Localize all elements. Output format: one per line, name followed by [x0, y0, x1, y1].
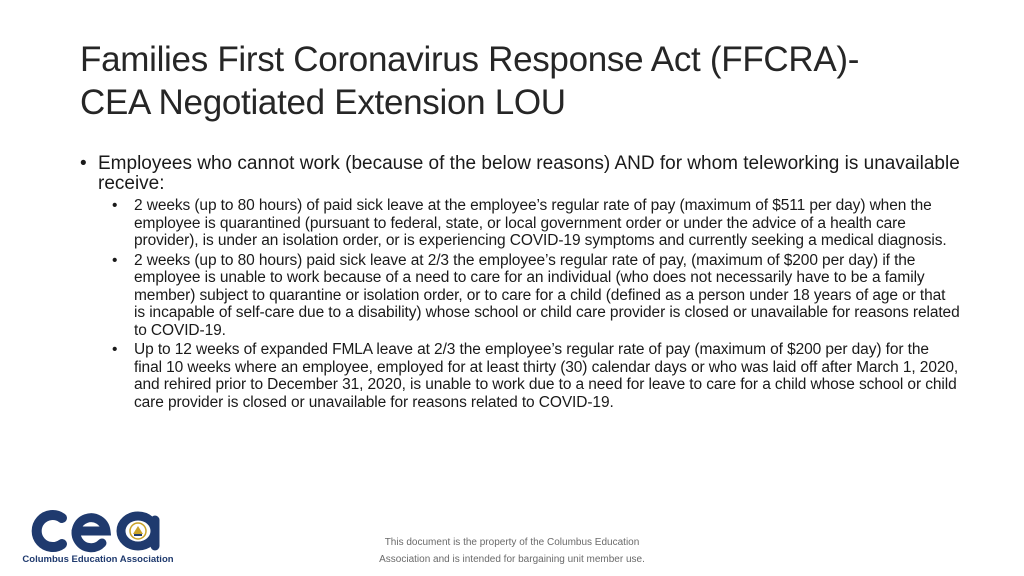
footer-line-1: This document is the property of the Columbus Education: [384, 537, 640, 548]
footer-line-2: Association and is intended for bargaining unit member use.: [379, 554, 645, 565]
logo-caption: Columbus Education Association: [22, 554, 174, 565]
sub-bullet-text: 2 weeks (up to 80 hours) paid sick leave at 2/3 the employee’s regular rate of pay, (maximum of $200 per day) if the employee is unable to work because of a need to care for an individual (who does not necessarily have to be a family member) subject to quarantine or isolation order, or to care for a child (defined as a person under 18 years of age or that is incapable of self-care due to a disability) whose school or child care provider is closed or unavailable for reasons related to COVID-19.: [134, 251, 960, 339]
title-line-1: Families First Coronavirus Response Act (FFCRA)-: [80, 40, 860, 79]
main-bullet: [80, 154, 960, 194]
slide-body: [80, 154, 960, 411]
bullet-marker: •: [80, 153, 87, 174]
sub-bullet: [112, 252, 960, 340]
sub-bullet-list: [112, 197, 960, 411]
bullet-marker: •: [112, 341, 118, 358]
sub-bullet: [112, 341, 960, 411]
sub-bullet: [112, 197, 960, 250]
sub-bullet-text: 2 weeks (up to 80 hours) of paid sick leave at the employee’s regular rate of pay (maximum of $511 per day) when the employee is quarantined (pursuant to federal, state, or local government order or under the advice of a health care provider), is under an isolation order, or is experiencing COVID-19 symptoms and currently seeking a medical diagnosis.: [134, 197, 947, 249]
footer-note: [340, 534, 684, 568]
main-bullet-text: Employees who cannot work (because of the below reasons) AND for whom teleworking is unavailable receive:: [98, 153, 960, 194]
slide-title: [80, 38, 980, 124]
sub-bullet-text: Up to 12 weeks of expanded FMLA leave at 2/3 the employee’s regular rate of pay (maximum of $200 per day) for the final 10 weeks where an employee, employed for at least thirty (30) calendar days or who was laid off after March 1, 2020, and rehired prior to December 31, 2020, is unable to work due to a need for leave to care for a child whose school or child care provider is closed or unavailable for reasons related to COVID-19.: [134, 341, 959, 411]
bullet-marker: •: [112, 251, 118, 269]
bullet-marker: •: [112, 197, 118, 214]
title-line-2: CEA Negotiated Extension LOU: [80, 83, 566, 122]
